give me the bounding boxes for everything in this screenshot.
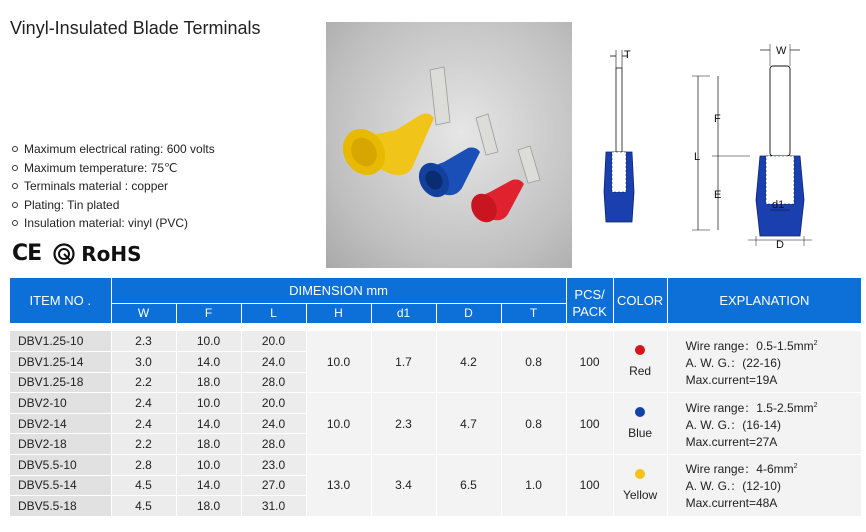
terminals-image [326, 22, 572, 268]
bullet-icon [12, 220, 18, 226]
d-label: D [776, 239, 784, 250]
product-photo [326, 22, 572, 268]
table-row: DBV2-18 2.2 18.0 28.0 [10, 434, 861, 455]
spec-item: Maximum electrical rating: 600 volts [12, 140, 215, 159]
front-view-diagram [680, 40, 850, 250]
header-f: F [176, 303, 241, 323]
table-row: DBV1.25-10 2.3 10.0 20.0 10.0 1.7 4.2 0.8 100 Red Wire range：$0.5-1.5mm^2$ A. W. G.：(22-16) Max.current=19A [10, 331, 861, 352]
bullet-icon [12, 183, 18, 189]
f-label: F [714, 113, 721, 125]
red-terminal [466, 146, 540, 227]
header-pack: PACK [566, 303, 613, 323]
color-blue: Blue [613, 393, 667, 455]
spec-item: Maximum temperature: 75℃ [12, 159, 215, 178]
e-label: E [714, 189, 722, 201]
blue-dot-icon [635, 407, 645, 417]
bullet-icon [12, 146, 18, 152]
explanation-cell: Wire range：$0.5-1.5mm^2$ A. W. G.：(22-16) Max.current=19A [667, 331, 861, 393]
table-row: DBV5.5-14 4.5 14.0 27.0 [10, 475, 861, 496]
spec-table [10, 278, 861, 517]
yellow-dot-icon [635, 469, 645, 479]
header-dimension: DIMENSION mm [111, 278, 566, 303]
table-row: DBV1.25-14 3.0 14.0 24.0 [10, 352, 861, 373]
page-title: Vinyl-Insulated Blade Terminals [10, 18, 261, 38]
header-t: T [501, 303, 566, 323]
header-explanation: EXPLANATION [667, 278, 861, 323]
header-pcs: PCS/ [566, 278, 613, 303]
spec-item: Insulation material: vinyl (PVC) [12, 214, 215, 233]
w-label: W [776, 45, 787, 57]
certifications [12, 241, 141, 266]
spec-item: Terminals material : copper [12, 177, 215, 196]
l-label: L [694, 151, 701, 163]
explanation-cell: Wire range：$1.5-2.5mm^2$ A. W. G.：(16-14) Max.current=27A [667, 393, 861, 455]
spec-list [12, 140, 215, 233]
header-d: D [436, 303, 501, 323]
side-view-diagram [598, 42, 660, 234]
table-row: DBV2-14 2.4 14.0 24.0 [10, 413, 861, 434]
header-d1: d1 [371, 303, 436, 323]
bullet-icon [12, 165, 18, 171]
header-l: L [241, 303, 306, 323]
rohs-mark: RoHS [53, 242, 141, 266]
table-row: DBV2-10 2.4 10.0 20.0 10.0 2.3 4.7 0.8 100 Blue Wire range：$1.5-2.5mm^2$ A. W. G.：(16-14) Max.current=27A [10, 393, 861, 414]
t-label: T [624, 49, 631, 61]
spec-item: Plating: Tin plated [12, 196, 215, 215]
header-h: H [306, 303, 371, 323]
ce-mark: CE [12, 241, 42, 266]
table-row: DBV5.5-10 2.8 10.0 23.0 13.0 3.4 6.5 1.0 100 Yellow Wire range：$4-6mm^2$ A. W. G.：(12-10) Max.current=48A [10, 455, 861, 476]
d1-label: d1 [772, 199, 785, 211]
table-row: DBV1.25-18 2.2 18.0 28.0 [10, 372, 861, 393]
explanation-cell: Wire range：$4-6mm^2$ A. W. G.：(12-10) Max.current=48A [667, 455, 861, 517]
header-w: W [111, 303, 176, 323]
header-color: COLOR [613, 278, 667, 323]
header-item-no: ITEM NO . [29, 293, 91, 308]
table-row: DBV5.5-18 4.5 18.0 31.0 [10, 496, 861, 517]
bullet-icon [12, 202, 18, 208]
red-dot-icon [635, 345, 645, 355]
rohs-seal-icon [53, 243, 75, 265]
color-yellow: Yellow [613, 455, 667, 517]
color-red: Red [613, 331, 667, 393]
